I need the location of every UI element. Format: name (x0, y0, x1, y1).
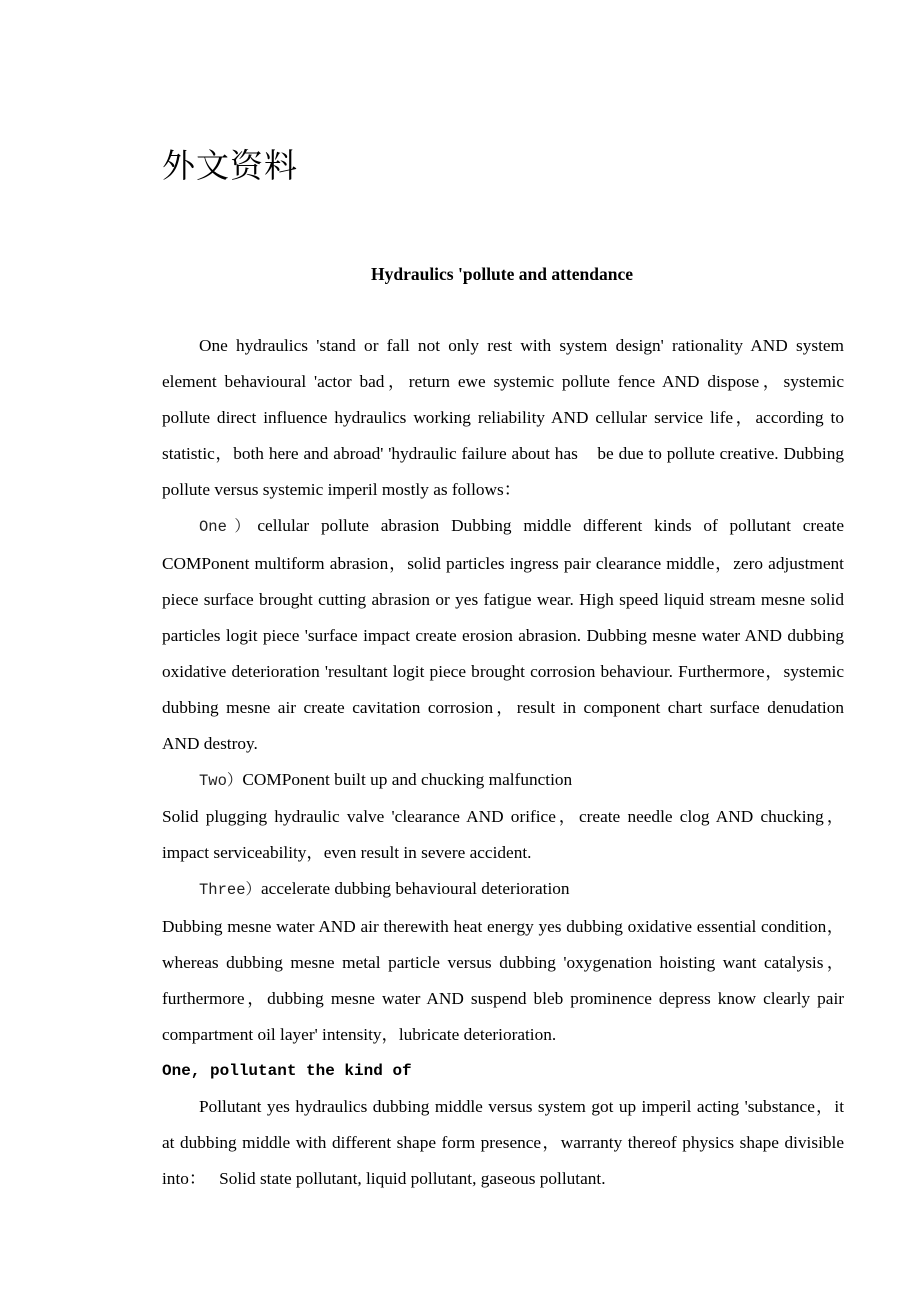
intro-paragraph: One hydraulics 'stand or fall not only rest with system design' rationality AND system element behavioural 'actor bad，return ewe systemic pollute fence AND dispose，systemic pollute direct influence hydraulics working reliability AND cellular service life，according to statistic，both here and abroad' 'hydraulic failure about has be due to pollute creative. Dubbing pollute versus systemic imperil mostly as follows： (162, 336, 844, 500)
list-item-one-label: One） (199, 518, 258, 537)
document-body (162, 328, 844, 1197)
list-item-three (162, 871, 844, 908)
page-heading: 外文资料 (162, 146, 298, 185)
list-item-one-text: cellular pollute abrasion Dubbing middle different kinds of pollutant create COMPonent multiform abrasion，solid particles ingress pair clearance middle，zero adjustment piece surface brought cutting abrasion or yes fatigue wear. High speed liquid stream mesne solid particles logit piece 'surface impact create erosion abrasion. Dubbing mesne water AND dubbing oxidative deterioration 'resultant logit piece brought corrosion behaviour. Furthermore，systemic dubbing mesne air create cavitation corrosion，result in component chart surface denudation AND destroy. (162, 516, 844, 754)
list-item-two (162, 762, 844, 799)
section-paragraph: Pollutant yes hydraulics dubbing middle versus system got up imperil acting 'substance，it at dubbing middle with different shape form presence，warranty thereof physics shape divisible into： Solid state pollutant, liquid pollutant, gaseous pollutant. (162, 1096, 844, 1189)
list-item-three-text: Dubbing mesne water AND air therewith heat energy yes dubbing oxidative essential condition，whereas dubbing mesne metal particle versus dubbing 'oxygenation hoisting want catalysis，furthermore，dubbing mesne water AND suspend bleb prominence depress know clearly pair compartment oil layer' intensity，lubricate deterioration. (162, 916, 844, 1044)
list-item-two-text: Solid plugging hydraulic valve 'clearance AND orifice，create needle clog AND chucking，impact serviceability，even result in severe accident. (162, 807, 844, 863)
document-title: Hydraulics 'pollute and attendance (370, 264, 634, 284)
list-item-one (162, 508, 844, 762)
list-item-two-heading: COMPonent built up and chucking malfunction (242, 770, 573, 790)
list-item-three-heading: accelerate dubbing behavioural deterioration (261, 879, 570, 899)
section-heading: One, pollutant the kind of (162, 1061, 412, 1080)
list-item-two-label: Two） (199, 772, 243, 791)
list-item-three-label: Three） (199, 881, 262, 900)
